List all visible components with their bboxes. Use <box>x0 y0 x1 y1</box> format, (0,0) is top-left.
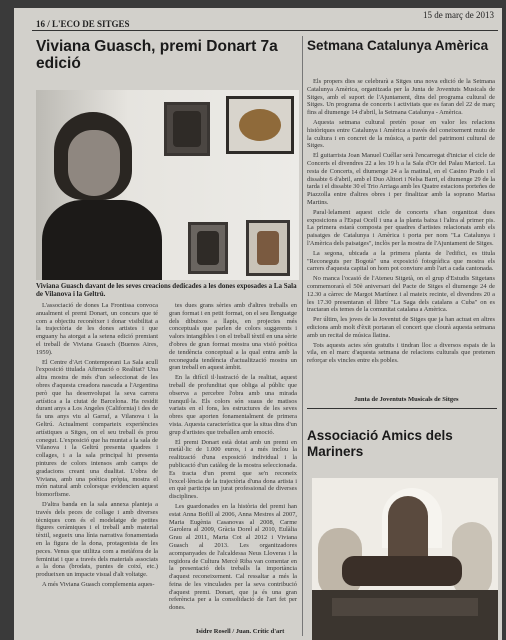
paragraph: Per últim, les joves de la Joventut de Sitges que ja han actuat en altres edicions amb molt d'èxit portaran el concert que clourà aquesta setmana amb un recital de música llatina. <box>307 316 495 339</box>
paragraph: La segona, ubicada a la primera planta de l'edifici, es titula "Reconeguts per Bogotà" una exposició fotogràfica que mostra els carrers d'aquesta capital on hom pot conviure amb l'art a cada cantonada. <box>307 249 495 273</box>
section-divider <box>307 408 497 409</box>
article-title-left: Viviana Guasch, premi Donart 7a edició <box>36 38 278 72</box>
article-title-right: Setmana Catalunya Amèrica <box>307 38 489 53</box>
article-photo <box>36 90 299 280</box>
artwork-frame-3 <box>188 222 228 274</box>
article-signoff: Junta de Joventuts Musicals de Sitges <box>354 396 459 403</box>
newspaper-page <box>14 8 502 640</box>
statue-body <box>342 556 462 586</box>
paragraph: Tots aquests actes són gratuïts i tindran lloc a diversos espais de la vila, en el marc d'aquesta setmana de relacions culturals que pretenen reforçar els vincles entre els pobles. <box>307 341 495 365</box>
paragraph: Aquesta setmana cultural pretén posar en valor les relacions històriques entre Catalunya i Amèrica a través del coneixement mutu de la cultura i en concret de la música, a partir del patrimoni cultural de Sitges. <box>307 118 495 150</box>
paragraph: Els propers dies se celebrarà a Sitges una nova edició de la Setmana Catalunya Amèrica, organitzada per la Junta de Joventuts Musicals de Sitges, amb el suport de l'Ajuntament, dins del programa cultural de Sitges. Un programa de concerts i activitats que es faran del 22 de març fins al diumenge 14 d'abril, la Setmana Catalunya - Amèrica. <box>307 78 495 117</box>
article-left-column-a <box>36 302 158 638</box>
paragraph: Les guardonades en la història del premi han estat Anna Bofill al 2006, Anna Mestres al 2007, Maria Eugènia Casanovas al 2008, Carme Garolera al 2009, Gràcia Dorel al 2010, Eulàlia Grau al 2011, Marta Cot al 2012 i Viviana Guasch al 2013. Les organitzadores acompanyades de l'alcaldessa Neus Lloveras i la regidora de Cultura Mercè Riba van comentar en la presentació dels treballs la importància d'aquest reconeixement. Cal ressaltar a més la feina de les vinculades per la seva contribució d'aquest premi. Donart, que ja és una gran referència per a la consolidació de l'art fet per dones. <box>169 502 297 612</box>
paragraph: El Centre d'Art Contemporani La Sala acull l'exposició titulada Afirmació o Realitat? Una altra mostra de més d'un seleccionat de les obres d'aquesta creadora nascuda a l'Argentina però que ha desenvolupat la seva carrera artística a la ciutat de Barcelona. Ha residit durant anys a Los Angeles (California) i des de fa uns anys viu al Garraf, a Vilanova i la Geltrú. Actualment comparteix experiències artístiques a Sitges, on el seu treball és prou conegut. L'exposició que ha muntat a la sala de Vilanova i la Geltrú presenta quadres i collages, i a la sala principal hi presenta pintures de colors intensos amb camps de gradacions creant una dualitat. L'obra de Viviana, amb una poètica pròpia, mostra el món natural amb colorsque evidencien aquest biomorfisme. <box>36 358 158 499</box>
issue-date: 15 de març de 2013 <box>423 10 494 20</box>
article-right-body <box>307 78 495 408</box>
article-photo-2 <box>312 478 498 640</box>
paragraph: tes dues grans sèries amb d'altres treballs en gran format i en petit format, on el seu llenguatge dels dibuixos a llapis, en projectes més conceptuals que parlen de colors suggerents i valors intangibles i on el treball tèxtil en una sèrie d'obres de gran format mostra una visió poètica de tendència conceptual a la qual entra amb la reconeguda tendència d'actualització mostra un gran treball en aquest àmbit. <box>169 302 297 372</box>
article-title-right-2: Associació Amics dels Mariners <box>307 428 453 459</box>
altar-step <box>332 598 478 616</box>
paragraph: No manca l'ocasió de l'Ateneu Sitgetà, on el grup d'Estudis Sitgetans commemorarà el 50è aniversari del Pacte de Sitges el diumenge 24 de 12.30 a càrrec de Margot Martínez i al mateix recinte, el divendres 20 a les 17.30 presentaran el llibre "La Saga dels catalans a Cuba" on es tractaran els temes de la comunitat catalana a Amèrica. <box>307 275 495 314</box>
portrait-face <box>68 130 120 196</box>
paragraph: A més Viviana Guasch complementa aques- <box>42 580 155 588</box>
article-left-column-b <box>169 302 297 620</box>
portrait-body <box>42 200 162 280</box>
photo-caption: Viviana Guasch davant de les seves creacions dedicades a les dones exposades a La Sala de Vilanova i la Geltrú. <box>36 282 297 299</box>
paragraph: En la difícil il·lustració de la realitat, aquest treball de profunditat que obliga al públic que observa a percebre l'obra amb una mirada tranquil·la. Els colors són suaus de matisos variats en el fons, les estructures de les seves obres que aporten fonamentalment de primera vista. Aquesta característica que la situa dins d'un grup d'artistes que treballen amb emoció. <box>169 374 297 436</box>
artwork-frame-1 <box>164 102 210 156</box>
paragraph: L'associació de dones La Frontissa convoca anualment el premi Donart, un concurs que té com a objectiu reconèixer i donar visibilitat a la trajectòria de les dones artistes i que enguany ha atorgat a la setena edició premiant el treball de Viviana Guasch (Buenos Aires, 1959). <box>36 302 158 356</box>
header-rule <box>32 30 498 31</box>
paragraph: Paral·lelament aquest cicle de concerts s'han organitzat dues exposicions a l'Espai Ocell i una a la planta baixa i l'altra al primer pis. La primera estarà composta per quadres d'artistes relacionats amb els paisatges de Catalunya i Amèrica i porta per nom "La Catalunya i l'Amèrica dels paisatges", inclòs per la mostra de l'Ajuntament de Sitges. <box>307 208 495 247</box>
paragraph: D'altra banda en la sala annexa planteja a través dels peces de collage i amb diverses tècniques com és el modelatge de petites figures ceràmiques i el treball amb material tèxtil, segueix una línia narrativa fonamentada en la figura de la dona, protagonista de les peces. Venus que utilitza com a metàfora de la feminitat i que a través dels materials associats a la dona (brodats, puntes de coixí, etc.) produeixen un impacte visual d'alt voltatge. <box>36 500 158 579</box>
artwork-frame-2 <box>226 96 294 154</box>
page-number: 16 / L'ECO DE SITGES <box>36 19 130 29</box>
column-divider <box>302 36 303 636</box>
artwork-frame-4 <box>246 220 290 276</box>
paragraph: El guitarrista Joan Manuel Cuéllar serà l'encarregat d'iniciar el cicle de Concerts el divendres 22 a les 19 h a la Sala d'Or del Palau Maricel. La resta de Concerts, el diumenge 24 a la matinal, en el Casino Prado i el dissabte 6 d'abril, amb el Duo Alttori i Nelsa Barri, el diumenge 29 de la tarda i el dissabte 30 el Trio Arriaga amb les Quatre estacions porteñes de Piazzolla entre d'altres obres i per finalitzar amb la soprano Marisa Martins. <box>307 152 495 206</box>
paragraph: El premi Donart està dotat amb un premi en metàl·lic de 1.000 euros, i a més inclou la realització d'una exposició individual i la publicació d'un catàleg de la mostra seleccionada. Es tracta d'un premi que se'n reconeix l'excel·lència de la trajectòria d'una dona artista i en què participa un jurat professional de diverses disciplines. <box>169 438 297 501</box>
article-author: Isidre Rosell / Juan. Crític d'art <box>196 628 285 635</box>
